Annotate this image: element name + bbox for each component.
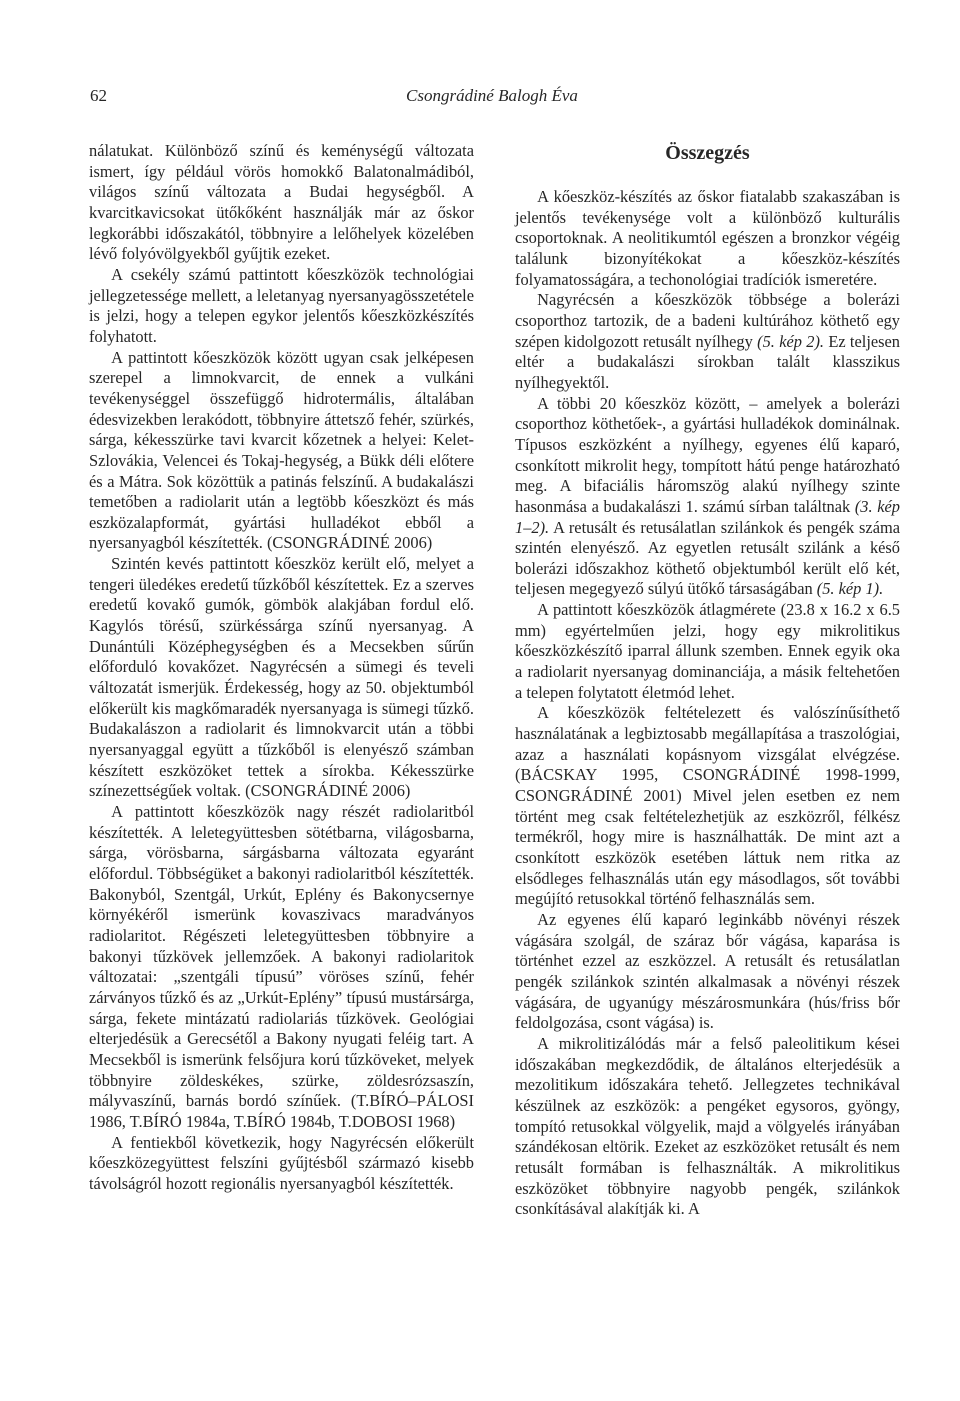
body-paragraph: nálatukat. Különböző színű és keménységű változata ismert, így például vörös homokkő Balatonalmádiból, világos színű változata a Budai hegységből. A kvarcitkavicsokat ütőkőként használják már az őskor legkorábbi időszakától, többnyire a lelőhelyek közelében lévő folyóvölgyekből gyűjtik ezeket. [89,141,474,264]
running-head-author: Csongrádiné Balogh Éva [406,86,578,105]
figure-reference: (3. kép 1–2). [515,496,900,537]
body-paragraph: Szintén kevés pattintott kőeszköz került elő, melyet a tengeri üledékes eredetű tűzkőből készítettek. Ez a szerves eredetű kovakő gumók, gömbök alakjában fordul elő. Kagylós törésű, szürkéssárga színű nyersanyag. A Dunántúli Középhegységben és a Mecsekben sűrűn előforduló kovakőzet. Nagyrécsén a sümegi és teveli változatát ismerjük. Érdekesség, hogy az 50. objektumból előkerült kis magkőmaradék nyersanyaga is sümegi tűzkő. Budakalászon a radiolarit és limnokvarcit után a többi nyersanyaggal együtt a tűzkőből is elenyésző számban készített eszközöket tettek a sírokba. Kékesszürke színezettségűek voltak. (CSONGRÁDINÉ 2006) [89,554,474,801]
body-paragraph: A csekély számú pattintott kőeszközök technológiai jellegzetessége mellett, a leletanyag nyersanyagösszetétele is jelzi, hogy a telepen egykor jelentős kőeszközkészítés folyhatott. [89,264,474,346]
body-paragraph: A mikrolitizálódás már a felső paleolitikum kései időszakában megkezdődik, de általános elterjedésük a mezolitikum időszakára tehető. Jellegzetes technikával készülnek az eszközök: a pengéket egysoros, gyöngy, tompító retusokkal völgyelik, majd a völgyelés irányában szándékosan eltörik. Ezeket az eszközöket retusált és nem retusált formában is felhasználták. A mikrolitikus eszközöket többnyire nagyobb pengék, szilánkok csonkításával alakítják ki. A [515,1033,900,1219]
figure-reference: (5. kép 1). [816,579,884,599]
paragraph-text: Ez teljesen eltér a budakalászi sírokban talált klasszikus nyílhegyektől. [515,331,900,392]
left-column [89,141,474,1194]
body-paragraph: A kőeszköz-készítés az őskor fiatalabb szakaszában is jelentős tevékenysége volt a különböző kulturális csoportoknak. A neolitikumtól egészen a bronzkor végéig találunk bizonyítékokat a kőeszköz-készítés folyamatosságára, a techonológiai tradíciók ismeretére. [515,187,900,289]
page-header [90,86,590,112]
paragraph-text: Nagyrécsén a kőeszközök többsége a bolerázi csoporthoz tartozik, de a badeni kultúrához köthető egy szépen kidolgozott retusált nyílhegy [515,290,900,351]
body-paragraph: A pattintott kőeszközök nagy részét radiolaritból készítették. A leletegyüttesben sötétbarna, világosbarna, sárga, vörösbarna, sárgásbarna változata egyaránt előfordul. Többségüket a bakonyi radiolaritból készítették. Bakonyból, Szentgál, Urkút, Eplény és Bakonycsernye környékéről ismerünk kovaszivacs maradványos radiolaritot. Régészeti leletegyüttesben többnyire a bakonyi tűzkövek jellemzőek. A bakonyi radiolaritok változatai: „szentgáli típusú” vöröses színű, fehér zárványos tűzkő és az „Urkút-Eplény” típusú mustársárga, sárga, fekete mintázatú radiolariás tűzkövek. Geológiai elterjedésük a Gerecsétől a Bakony nyugati feléig tart. A Mecsekből is ismerünk felsőjura korú tűzköveket, melyek többnyire zöldeskékes, szürke, zöldesrózsaszín, mályvaszínű, barnás bordó színűek. (T.BÍRÓ–PÁLOSI 1986, T.BÍRÓ 1984a, T.BÍRÓ 1984b, T.DOBOSI 1968) [89,802,474,1131]
body-paragraph [515,394,900,601]
body-paragraph: A kőeszközök feltételezett és valószínűsíthető használatának a legbiztosabb megállapítása a traszológiai, azaz a használati kopásnyom vizsgálat elvégzése. (BÁCSKAY 1995, CSONGRÁDINÉ 1998-1999, CSONGRÁDINÉ 2001) Mivel jelen esetben ez nem történt meg csak feltételezhetjük az eszközről, félkész termékről, hogy mire is használhatták. De mint azt a csonkított eszközök esetében láttuk nem ritka az elsődleges felhasználás után egy másodlagos, sőt további megújító retusokkal történő felhasználás sem. [515,703,900,909]
page-number: 62 [90,86,107,105]
paragraph-text: A retusált és retusálatlan szilánkok és pengék száma szintén elenyésző. Az egyetlen retusált szilánk a késő bolerázi időszakhoz köthető objektumból került elő két, teljesen megegyező súlyú ütőkő társaságában [515,517,900,599]
body-paragraph: Az egyenes élű kaparó leginkább növényi részek vágására szolgál, de száraz bőr vágása, kaparása is történhet ezzel az eszközzel. A retusált és retusálatlan pengék szilánkok szintén alkalmasak a növényi részek vágására, de ugyanúgy mészárosmunkára (hús/friss bőr feldolgozása, csont vágása) is. [515,909,900,1033]
body-paragraph [515,290,900,393]
section-heading-summary: Összegzés [665,142,750,164]
paragraph-text: A többi 20 kőeszköz között, – amelyek a bolerázi csoporthoz köthetőek-, a gyártási hulladékok dominálnak. Típusos eszközként a nyílhegy, egyenes élű kaparó, csonkított mikrolit hegy, tompított hátú penge határozható meg. A bifaciális háromszög alakú nyílhegy szinte hasonmása a budakalászi 1. számú sírban találtnak [515,393,900,516]
figure-reference: (5. kép 2). [757,331,825,351]
body-paragraph: A fentiekből következik, hogy Nagyrécsén előkerült kőeszközegyüttest felszíni gyűjtésből származó kisebb távolságról hozott regionális nyersanyagból készítették. [89,1132,474,1193]
body-paragraph: A pattintott kőeszközök átlagmérete (23.8 x 16.2 x 6.5 mm) egyértelműen jelzi, hogy egy mikrolitikus kőeszközkészítő iparral állunk szemben. Ennek egyik oka a radiolarit nyersanyag dominanciája, a másik feltehetően a telepen folytatott életmód lehet. [515,600,900,702]
right-column [515,141,900,1220]
body-paragraph: A pattintott kőeszközök között ugyan csak jelképesen szerepel a limnokvarcit, de ennek a vulkáni tevékenységgel összefüggő hidrotermális, általában édesvizekben lerakódott, többnyire áttetsző fehér, szürkés, sárga, kékesszürke tavi kvarcit kőzetnek a helyei: Kelet-Szlovákia, Velencei és Tokaj-hegység, a Bükk déli előtere és a Mátra. Sok közöttük a patinás felszínű. A budakalászi temetőben a radiolarit után a legtöbb kőeszközt és más eszközalapformát, gyártási hulladékot ebből a nyersanyagból készítették. (CSONGRÁDINÉ 2006) [89,347,474,553]
